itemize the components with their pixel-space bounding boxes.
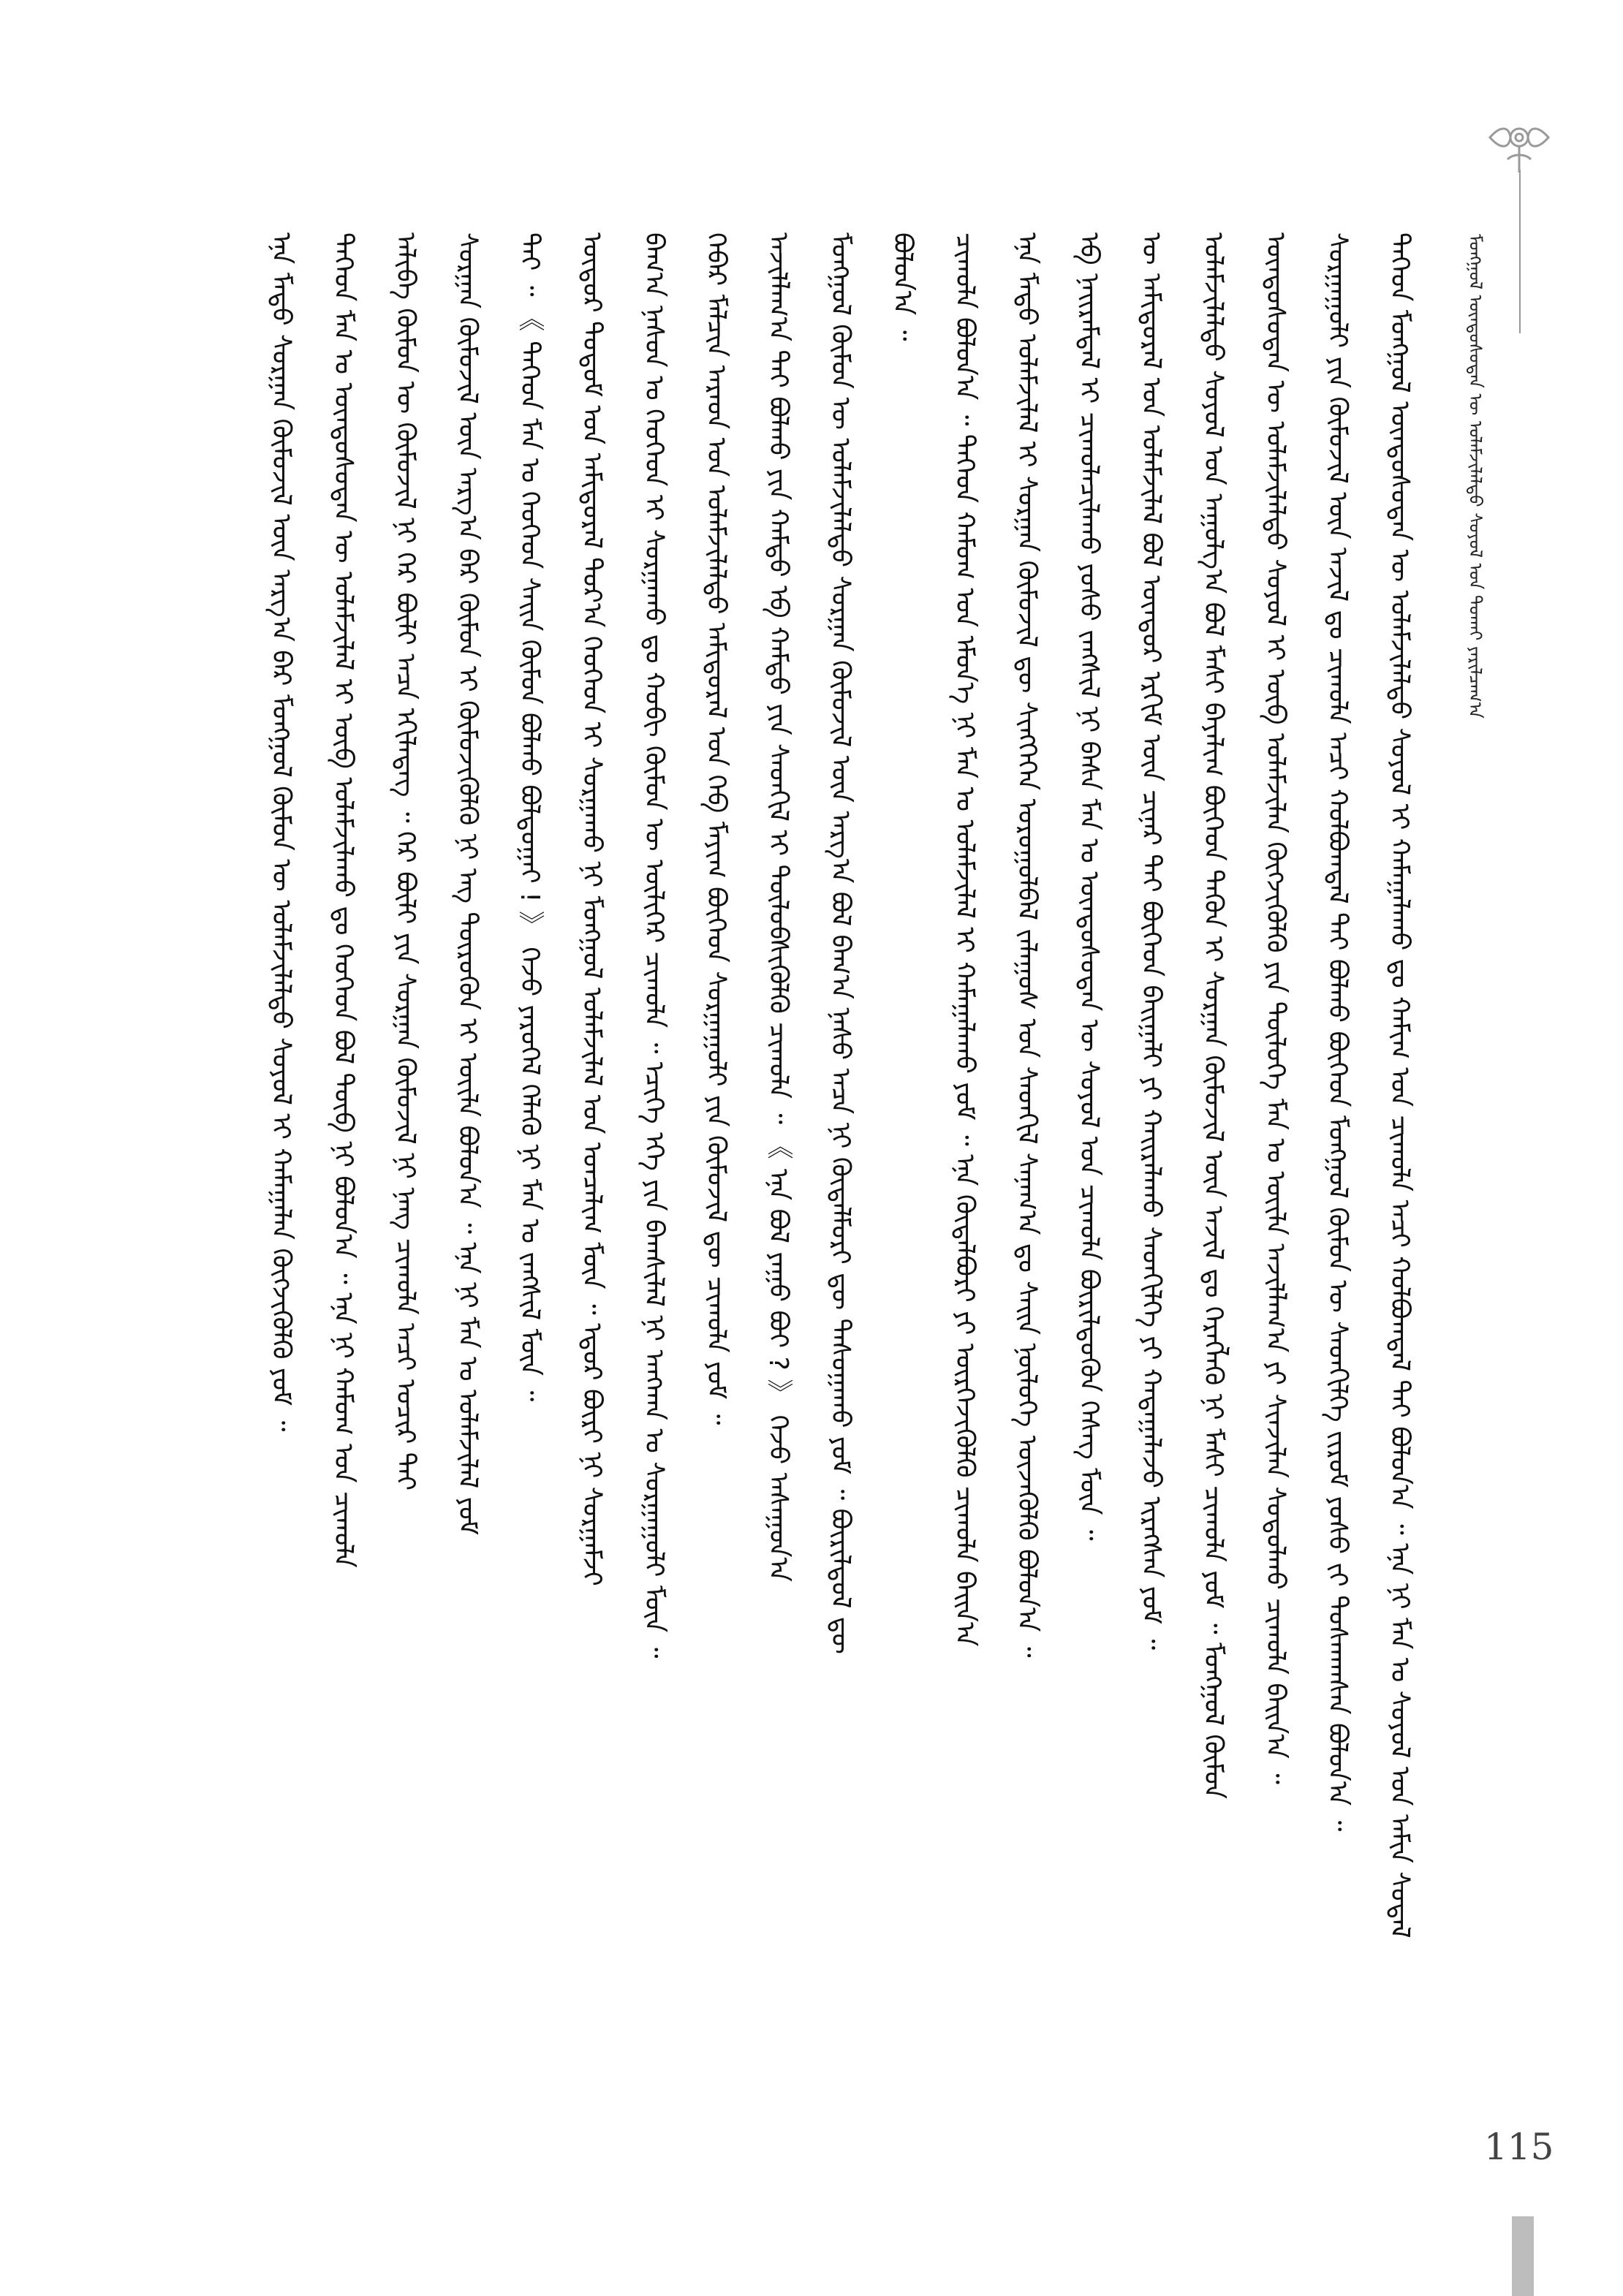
text-column: ᠠᠯᠢᠪᠠ ᠬᠦᠮᠦᠨ ᠦ ᠬᠥᠮᠦᠵᠢᠯ ᠨᠢ ᠭᠡᠷ ᠪᠦᠯᠢ ᠠᠴᠠ ᠡᠬᠢᠯᠡᠳᠡᠭ ᠃ ᠭᠡᠷ ᠪᠦᠯᠢ ᠶᠢᠨ ᠰᠤᠷᠭᠠᠨ ᠬᠥᠮᠦᠵᠢᠯ ᠨᠢ ᠨᠡᠩ ᠴᠢᠬᠤᠯᠠ ᠠᠴᠢ ᠤᠴᠢᠷ ᠲᠠᠢ bbox=[390, 232, 420, 1491]
text-column: ᠰᠤᠷᠭᠠᠭᠤᠯᠢ ᠶᠢᠨ ᠬᠥᠮᠦᠵᠢᠯ ᠦᠨ ᠠᠵᠢᠯ ᠳᠤ ᠴᠢᠬᠤᠯᠠ ᠠᠴᠢ ᠬᠤᠯᠪᠣᠭᠳᠠᠯ ᠲᠠᠢ ᠪᠣᠯᠬᠤ ᠪᠥᠭᠡᠳ ᠮᠣᠩᠭᠣᠯ ᠬᠦᠮᠦᠨ ᠦ ᠰᠡᠳᠬᠢᠯᠭᠡ ᠵᠢᠷᠤᠮ ᠶᠣᠰᠤ ᠵᠢ ᠲᠤᠰᠬᠠᠭᠰᠠᠨ ᠪᠣᠯᠤᠨ᠎ᠠ ᠃ bbox=[1323, 232, 1352, 1832]
text-column: ᠡᠨᠡ ᠮᠡᠲᠦ ᠤᠯᠠᠮᠵᠢᠯᠠᠯ ᠢ ᠰᠤᠷᠭᠠᠨ ᠬᠥᠮᠦᠵᠢᠯ ᠳᠦ ᠰᠢᠩᠭᠡᠭᠡᠨ ᠣᠷᠣᠭᠤᠯᠪᠠᠯ ᠵᠠᠯᠠᠭᠤᠰ ᠤᠨ ᠰᠡᠳᠬᠢᠯ ᠰᠠᠨᠠᠭ᠎ᠠ ᠳᠤ ᠰᠠᠢᠨ ᠨᠥᠯᠦᠭᠡ ᠦᠵᠡᠭᠦᠯᠬᠦ ᠪᠣᠯᠤᠨ᠎ᠠ ᠃ bbox=[1012, 232, 1042, 1658]
text-column: ᠤᠯᠠᠮᠵᠢᠯᠠᠯᠲᠤ ᠰᠣᠶᠣᠯ ᠤᠨ ᠠᠭᠤᠯᠭ᠎ᠠ ᠪᠣᠯ ᠮᠠᠰᠢ ᠪᠠᠶᠠᠯᠢᠭ ᠪᠥᠭᠡᠳ ᠲᠡᠭᠦᠨ ᠢ ᠰᠤᠷᠭᠠᠨ ᠬᠥᠮᠦᠵᠢᠯ ᠦᠨ ᠠᠵᠢᠯ ᠳᠤ ᠬᠡᠷᠡᠭᠯᠡᠬᠦ ᠨᠢ ᠮᠠᠰᠢ ᠴᠢᠬᠤᠯᠠ ᠶᠤᠮ ᠃ ᠮᠣᠩᠭᠣᠯ ᠬᠦᠮᠦᠨ bbox=[1198, 232, 1228, 1800]
text-column: ᠲᠡᠭᠡᠳ ᠮᠠᠨ ᠤ ᠦᠨᠳᠦᠰᠦᠲᠡᠨ ᠦ ᠤᠯᠠᠮᠵᠢᠯᠠᠯ ᠢ ᠥᠪ ᠤᠯᠠᠮᠵᠢᠯᠠᠬᠤ ᠳᠤ ᠬᠡᠦᠬᠡᠳ ᠪᠣᠯ ᠲᠥᠪ ᠨᠢ ᠪᠣᠯᠤᠨ᠎ᠠ ᠃ ᠡᠨᠡ ᠨᠢ ᠬᠠᠮᠤᠭ ᠤᠨ ᠴᠢᠬᠤᠯᠠ bbox=[328, 232, 358, 1568]
decorative-flourish-icon bbox=[1475, 121, 1563, 174]
text-column: ᠬᠡᠪᠡᠷ ᠮᠠᠯᠴᠢᠨ ᠠᠷᠠᠳ ᠤᠨ ᠤᠯᠠᠮᠵᠢᠯᠠᠯᠲᠤ ᠠᠮᠢᠳᠤᠷᠠᠯ ᠤᠨ ᠬᠡᠪ ᠮᠠᠶᠢᠭ ᠪᠥᠭᠡᠳ ᠰᠤᠷᠭᠠᠭᠤᠯᠢ ᠶᠢᠨ ᠬᠥᠮᠦᠵᠢᠯ ᠳᠦ ᠴᠢᠬᠤᠯᠠ ᠶᠤᠮ ᠃ bbox=[701, 232, 731, 1425]
text-column: ᠦ ᠠᠮᠢᠳᠤᠷᠠᠯ ᠤᠨ ᠤᠯᠠᠮᠵᠢᠯᠠᠯ ᠪᠣᠯ ᠥᠨᠳᠥᠷ ᠡᠷᠬᠢᠮ ᠦᠨ ᠴᠢᠨᠠᠷ ᠲᠠᠢ ᠪᠥᠭᠡᠳ ᠪᠠᠢᠭᠠᠯᠢ ᠶᠢ ᠬᠠᠢᠷᠠᠯᠠᠬᠤ ᠰᠡᠳᠬᠢᠯᠭᠡ ᠶᠢ ᠬᠠᠳᠠᠭᠠᠯᠠᠵᠤ ᠢᠷᠡᠭᠰᠡᠨ ᠶᠤᠮ ᠃ bbox=[1136, 232, 1166, 1651]
text-column: ᠦᠳᠦᠷ ᠲᠤᠲᠤᠮ ᠤᠨ ᠠᠮᠢᠳᠤᠷᠠᠯ ᠳᠤᠷ᠎ᠠ ᠬᠡᠦᠬᠡᠳ ᠢ ᠰᠤᠷᠭᠠᠬᠤ ᠨᠢ ᠮᠣᠩᠭᠣᠯ ᠤᠯᠠᠮᠵᠢᠯᠠᠯ ᠤᠨ ᠣᠨᠴᠠᠯᠢᠭ ᠮᠥᠨ ᠃ ᠡᠳᠦᠷ ᠪᠦᠷᠢ ᠨᠢ ᠰᠤᠷᠭᠠᠮᠵᠢ bbox=[577, 232, 607, 1586]
text-column: ᠡᠪ ᠨᠠᠢᠷᠠᠮᠳᠠᠯ ᠢ ᠴᠢᠬᠤᠯᠠᠴᠢᠯᠠᠬᠤ ᠶᠣᠰᠤ ᠵᠠᠩᠰᠢᠯ ᠨᠢ ᠪᠠᠰᠠ ᠮᠠᠨ ᠤ ᠦᠨᠳᠦᠰᠦᠲᠡᠨ ᠦ ᠰᠣᠶᠣᠯ ᠤᠨ ᠴᠢᠬᠤᠯᠠ ᠪᠦᠷᠢᠯᠳᠦᠬᠦᠨ ᠬᠡᠰᠡᠭ ᠮᠥᠨ ᠃ bbox=[1074, 232, 1104, 1541]
text-column: ᠪᠠᠭ᠎ᠠ ᠨᠠᠰᠤᠨ ᠤ ᠬᠡᠦᠬᠡᠳ ᠢ ᠰᠤᠷᠭᠠᠬᠤ ᠳᠤ ᠬᠤᠪᠢ ᠬᠥᠮᠦᠨ ᠦ ᠦᠯᠢᠭᠡᠷ ᠴᠢᠬᠤᠯᠠ ᠃ ᠡᠴᠢᠭᠡ ᠡᠬᠡ ᠶᠢᠨ ᠪᠠᠭᠰᠢᠯᠠᠯ ᠨᠢ ᠠᠨᠭᠬᠠᠨ ᠤ ᠰᠤᠷᠭᠠᠭᠤᠯᠢ ᠮᠥᠨ ᠃ bbox=[639, 232, 669, 1659]
page-number: 115 bbox=[1484, 2126, 1554, 2168]
text-column: ᠴᠢᠬᠤᠯᠠ ᠪᠣᠯᠤᠨ᠎ᠠ ᠃ ᠲᠡᠭᠡᠳ ᠬᠠᠮᠤᠭ ᠤᠨ ᠡᠮᠦᠨ᠎ᠡ ᠨᠢ ᠮᠠᠨ ᠤ ᠤᠯᠠᠮᠵᠢᠯᠠᠯ ᠢ ᠬᠠᠮᠠᠭᠠᠯᠠᠬᠤ ᠶᠤᠮ ᠃ ᠡᠨᠡ ᠬᠥᠲᠡᠯᠪᠦᠷᠢ ᠶᠢ ᠥᠷᠭᠡᠵᠢᠭᠦᠯᠬᠦ ᠴᠢᠬᠤᠯᠠ ᠪᠠᠢᠨ᠎ᠠ bbox=[950, 232, 980, 1647]
text-column: ᠡᠨᠡ ᠮᠡᠲᠦ ᠰᠤᠷᠭᠠᠨ ᠬᠥᠮᠦᠵᠢᠯ ᠦᠨ ᠠᠷᠭ᠎ᠠ ᠪᠠᠷ ᠮᠣᠩᠭᠣᠯ ᠬᠦᠮᠦᠨ ᠦ ᠤᠯᠠᠮᠵᠢᠯᠠᠯᠲᠤ ᠰᠣᠶᠣᠯ ᠢ ᠬᠠᠮᠠᠭᠠᠯᠠᠨ ᠬᠥᠭᠵᠢᠭᠦᠯᠬᠦ ᠶᠤᠮ ᠃ bbox=[266, 232, 296, 1432]
text-column: ᠲᠡᠭᠡᠳ ᠮᠣᠩᠭᠣᠯ ᠦᠨᠳᠦᠰᠦᠲᠡᠨ ᠦ ᠤᠯᠠᠮᠵᠢᠯᠠᠯᠲᠤ ᠰᠣᠶᠣᠯ ᠢ ᠬᠠᠮᠠᠭᠠᠯᠠᠬᠤ ᠳᠤ ᠬᠠᠮᠢᠭ ᠤᠨ ᠴᠢᠬᠤᠯᠠ ᠠᠴᠢ ᠬᠤᠯᠪᠣᠭᠳᠠᠯ ᠲᠠᠢ ᠪᠣᠯᠤᠨ᠎ᠠ ᠃ ᠡᠨᠡ ᠨᠢ ᠮᠠᠨ ᠤ ᠰᠣᠶᠣᠯ ᠤᠨ ᠠᠮᠢᠨ ᠰᠤᠳᠠᠯ bbox=[1385, 232, 1415, 1939]
text-column: ᠲᠠᠢ ᠃ 《 ᠲᠡᠭᠡᠳ ᠮᠠᠨ ᠤ ᠬᠡᠦᠬᠡᠳ ᠰᠠᠢᠨ ᠬᠦᠮᠦᠨ ᠪᠣᠯᠬᠤ ᠪᠣᠯᠲᠤᠭᠠᠢ ! 》 ᠭᠡᠵᠦ ᠶᠡᠷᠦᠭᠡᠯ ᠬᠡᠯᠡᠬᠦ ᠨᠢ ᠮᠠᠨ ᠤ ᠵᠠᠩᠰᠢᠯ ᠮᠥᠨ ᠃ bbox=[515, 232, 545, 1402]
page-edge-marker bbox=[1512, 2216, 1534, 2296]
text-column: ᠪᠣᠯᠤᠨ᠎ᠠ ᠃ bbox=[888, 232, 918, 341]
text-column: ᠠᠵᠢᠯᠯᠠᠭ᠎ᠠ ᠲᠠᠢ ᠪᠣᠯᠬᠤ ᠶᠢᠨ ᠬᠠᠮᠲᠤ ᠡᠪ ᠬᠠᠮᠲᠤ ᠶᠢᠨ ᠰᠡᠳᠬᠢᠯ ᠢ ᠲᠥᠯᠦᠪᠰᠢᠭᠦᠯᠬᠦ ᠴᠢᠬᠤᠯᠠ ᠃ 《 ᠡᠨᠡ ᠪᠣᠯ ᠶᠠᠭᠤ ᠪᠤᠢ ? 》 ᠭᠡᠵᠦ ᠠᠰᠠᠭᠤᠨ᠎ᠠ bbox=[763, 232, 793, 1582]
text-column: ᠰᠤᠷᠭᠠᠨ ᠬᠥᠮᠦᠵᠢᠯ ᠦᠨ ᠠᠷᠭ᠎ᠠ ᠪᠠᠷ ᠬᠦᠮᠦᠨ ᠢ ᠬᠥᠮᠦᠵᠢᠭᠦᠯᠬᠦ ᠨᠢ ᠡᠩ ᠲᠦᠷᠦᠭᠦᠨ ᠢ ᠦᠢᠯᠡ ᠪᠣᠯᠤᠨ᠎ᠠ ᠃ ᠡᠨᠡ ᠨᠢ ᠮᠠᠨ ᠤ ᠤᠯᠠᠮᠵᠢᠯᠠᠯ ᠶᠤᠮ bbox=[453, 232, 483, 1535]
header-divider-rule bbox=[1519, 170, 1521, 333]
text-column: ᠦᠨᠳᠦᠰᠦᠲᠡᠨ ᠦ ᠤᠯᠠᠮᠵᠢᠯᠠᠯᠲᠤ ᠰᠣᠶᠣᠯ ᠢ ᠥᠪ ᠤᠯᠠᠮᠵᠢᠯᠠᠨ ᠬᠥᠭᠵᠢᠭᠦᠯᠬᠦ ᠶᠢᠨ ᠲᠥᠯᠦᠭᠡ ᠮᠠᠨ ᠤ ᠦᠢᠯᠡ ᠠᠵᠢᠯᠯᠠᠭ᠎ᠠ ᠶᠢ ᠰᠢᠨᠵᠢᠯᠡᠨ ᠰᠤᠳᠤᠯᠬᠤ ᠴᠢᠬᠤᠯᠠ ᠪᠠᠢᠨ᠎ᠠ ᠃ bbox=[1260, 232, 1290, 1784]
running-header-title: ᠮᠣᠩᠭᠣᠯ ᠥᠨᠳᠥᠰᠦᠲᠡᠨ ᠦ ᠤᠯᠠᠮᠵᠢᠯᠠᠯᠲᠤ ᠰᠣᠶᠣᠯ ᠤᠨ ᠲᠤᠬᠠᠢ ᠶᠠᠷᠢᠯᠴᠠᠭ᠎ᠠ bbox=[1465, 234, 1486, 719]
main-text-body bbox=[232, 232, 1417, 2060]
text-column: ᠮᠣᠩᠭᠣᠯ ᠬᠦᠮᠦᠨ ᠦ ᠤᠯᠠᠮᠵᠢᠯᠠᠯᠲᠤ ᠰᠤᠷᠭᠠᠨ ᠬᠥᠮᠦᠵᠢᠯ ᠦᠨ ᠠᠷᠭ᠎ᠠ ᠪᠣᠯ ᠪᠠᠭ᠎ᠠ ᠨᠠᠰᠤ ᠠᠴᠠ ᠨᠢ ᠬᠥᠳᠡᠯᠮᠦᠷᠢ ᠳᠦ ᠳᠠᠰᠤᠭᠠᠬᠤ ᠶᠤᠮ ᠃ ᠪᠦᠷᠢᠯᠳᠦᠯ ᠳᠦ bbox=[825, 232, 855, 1654]
